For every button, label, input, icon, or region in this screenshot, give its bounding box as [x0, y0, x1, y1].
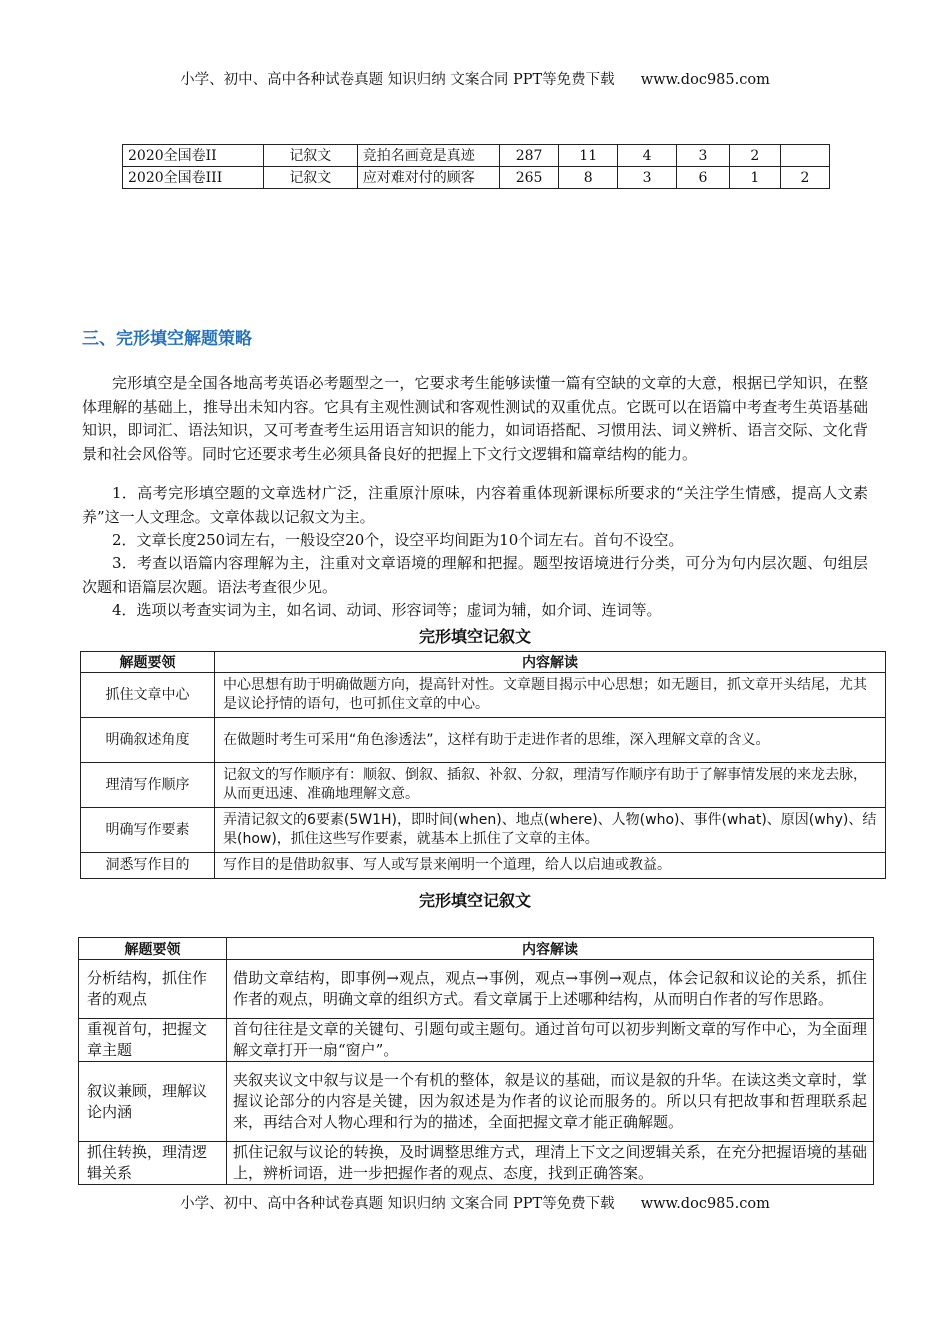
strategy-key: 洞悉写作目的	[81, 853, 215, 879]
genre: 记叙文	[263, 167, 357, 189]
strategy-key: 分析结构，抓住作者的观点	[79, 960, 227, 1019]
table-row	[81, 763, 886, 808]
stat-cell: 2	[780, 167, 829, 189]
strategy-key: 抓住文章中心	[81, 673, 215, 718]
table-row	[79, 1019, 874, 1062]
intro-paragraph: 完形填空是全国各地高考英语必考题型之一，它要求考生能够读懂一篇有空缺的文章的大意，根据已学知识，在整体理解的基础上，推导出未知内容。它具有主观性测试和客观性测试的双重优点。它既可以在语篇中考查考生英语基础知识，即词汇、语法知识，又可考查考生运用语言知识的能力，如词语搭配、习惯用法、词义辨析、语言交际、文化背景和社会风俗等。同时它还要求考生必须具备良好的把握上下文行文逻辑和篇章结构的能力。	[82, 374, 868, 463]
strategy-detail: 写作目的是借助叙事、写人或写景来阐明一个道理，给人以启迪或教益。	[215, 853, 886, 879]
table-row	[81, 853, 886, 879]
table-row	[123, 145, 830, 167]
strategy-detail: 首句往往是文章的关键句、引题句或主题句。通过首句可以初步判断文章的写作中心，为全面理解文章打开一扇“窗户”。	[227, 1019, 874, 1062]
stat-cell: 1	[729, 167, 780, 189]
strategy-detail: 夹叙夹议文中叙与议是一个有机的整体，叙是议的基础，而议是叙的升华。在读这类文章时，掌握议论部分的内容是关键，因为叙述是为作者的议论而服务的。所以只有把故事和哲理联系起来，再结合对人物心理和行为的描述，全面把握文章才能正确解题。	[227, 1062, 874, 1142]
stat-cell: 2	[729, 145, 780, 167]
word-count: 287	[499, 145, 558, 167]
narrative-strategy-table	[80, 651, 886, 879]
strategy-key: 抓住转换，理清逻辑关系	[79, 1142, 227, 1185]
strategy-key: 叙议兼顾，理解议论内涵	[79, 1062, 227, 1142]
page-header	[0, 68, 950, 89]
header-text: 小学、初中、高中各种试卷真题 知识归纳 文案合同 PPT等免费下载	[180, 72, 615, 88]
table-header-row	[79, 938, 874, 960]
section-title: 三、完形填空解题策略	[82, 329, 252, 349]
page-footer	[0, 1192, 950, 1213]
table-row	[79, 1062, 874, 1142]
stat-cell: 3	[676, 145, 729, 167]
strategy-key: 重视首句，把握文章主题	[79, 1019, 227, 1062]
column-header: 内容解读	[227, 938, 874, 960]
stat-cell: 8	[559, 167, 618, 189]
point-2: 2．文章长度250词左右，一般设空20个，设空平均间距为10个词左右。首句不设空。	[112, 531, 684, 549]
article-topic: 应对难对付的顾客	[357, 167, 499, 189]
stat-cell: 11	[559, 145, 618, 167]
table-row	[81, 673, 886, 718]
table-row	[81, 808, 886, 853]
exam-name: 2020全国卷III	[123, 167, 264, 189]
strategy-key: 明确写作要素	[81, 808, 215, 853]
word-count: 265	[499, 167, 558, 189]
stat-cell	[780, 145, 829, 167]
strategy-detail: 记叙文的写作顺序有：顺叙、倒叙、插叙、补叙、分叙，理清写作顺序有助于了解事情发展的来龙去脉，从而更迅速、准确地理解文意。	[215, 763, 886, 808]
strategy-detail: 弄清记叙文的6要素(5W1H)，即时间(when)、地点(where)、人物(who)、事件(what)、原因(why)、结果(how)，抓住这些写作要素，就基本上抓住了文章的主体。	[215, 808, 886, 853]
strategy-detail: 抓住记叙与议论的转换，及时调整思维方式，理清上下文之间逻辑关系，在充分把握语境的基础上，辨析词语，进一步把握作者的观点、态度，找到正确答案。	[227, 1142, 874, 1185]
table-row	[79, 1142, 874, 1185]
strategy-detail: 借助文章结构，即事例→观点，观点→事例，观点→事例→观点，体会记叙和议论的关系，抓住作者的观点，明确文章的组织方式。看文章属于上述哪种结构，从而明白作者的写作思路。	[227, 960, 874, 1019]
genre: 记叙文	[263, 145, 357, 167]
table-row	[79, 960, 874, 1019]
strategy-key: 理清写作顺序	[81, 763, 215, 808]
table2-title: 完形填空记叙文	[418, 891, 531, 910]
point-1: 1．高考完形填空题的文章选材广泛，注重原汁原味，内容着重体现新课标所要求的“关注学生情感，提高人文素养”这一人文理念。文章体裁以记叙文为主。	[82, 484, 868, 526]
stat-cell: 6	[676, 167, 729, 189]
point-4: 4．选项以考查实词为主，如名词、动词、形容词等；虚词为辅，如介词、连词等。	[112, 601, 662, 619]
footer-text: 小学、初中、高中各种试卷真题 知识归纳 文案合同 PPT等免费下载	[180, 1196, 615, 1212]
table-row	[81, 718, 886, 763]
table-row	[123, 167, 830, 189]
footer-url[interactable]: www.doc985.com	[640, 1196, 770, 1212]
column-header: 解题要领	[81, 652, 215, 673]
article-topic: 竞拍名画竟是真迹	[357, 145, 499, 167]
table-header-row	[81, 652, 886, 673]
stat-cell: 3	[618, 167, 677, 189]
strategy-key: 明确叙述角度	[81, 718, 215, 763]
column-header: 内容解读	[215, 652, 886, 673]
strategy-detail: 在做题时考生可采用“角色渗透法”，这样有助于走进作者的思维，深入理解文章的含义。	[215, 718, 886, 763]
table1-title: 完形填空记叙文	[418, 627, 531, 646]
point-3: 3．考查以语篇内容理解为主，注重对文章语境的理解和把握。题型按语境进行分类，可分为句内层次题、句组层次题和语篇层次题。语法考查很少见。	[82, 554, 868, 596]
exam-name: 2020全国卷II	[123, 145, 264, 167]
exam-stats-table	[122, 144, 830, 189]
argument-strategy-table	[78, 937, 874, 1185]
column-header: 解题要领	[79, 938, 227, 960]
stat-cell: 4	[618, 145, 677, 167]
header-url[interactable]: www.doc985.com	[640, 72, 770, 88]
strategy-detail: 中心思想有助于明确做题方向，提高针对性。文章题目揭示中心思想；如无题目，抓文章开头结尾，尤其是议论抒情的语句，也可抓住文章的中心。	[215, 673, 886, 718]
